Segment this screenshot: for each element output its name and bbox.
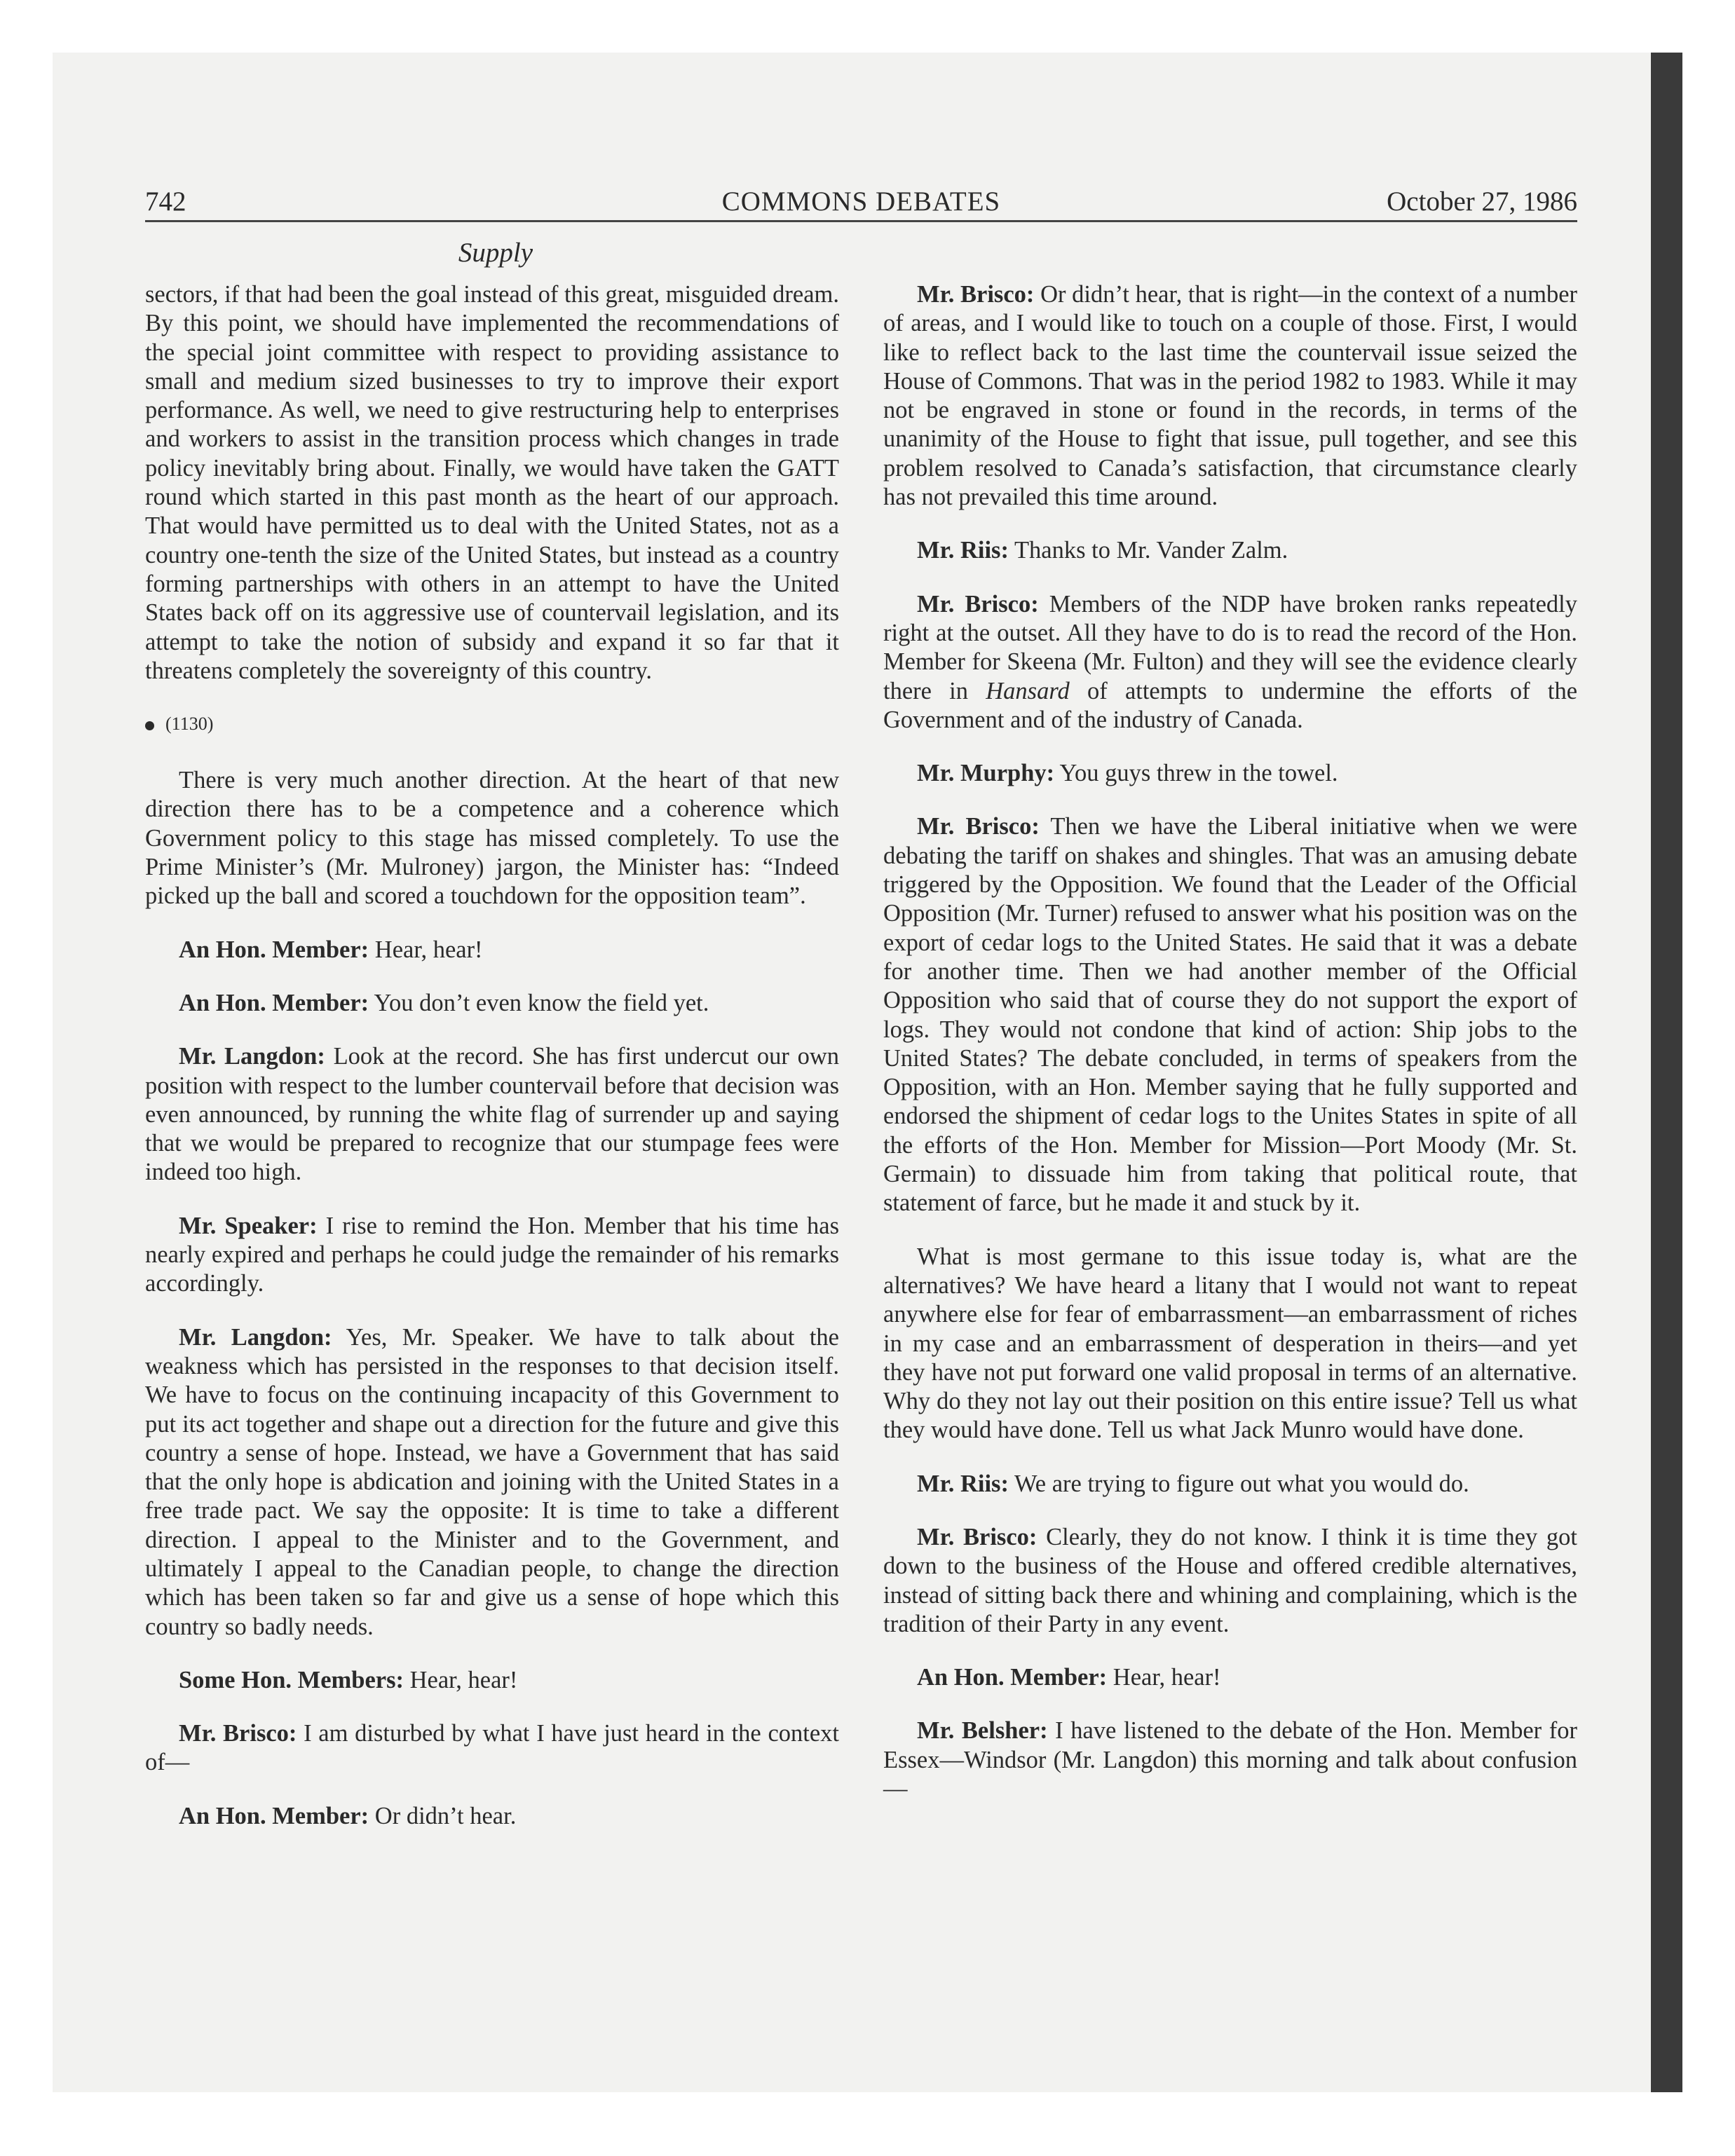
speech-text: of attempts to undermine the efforts of the Government and of the industry of Canada.: [883, 677, 1578, 733]
speech: [883, 590, 1577, 735]
scan-edge-shadow: [1651, 53, 1682, 2092]
speech: [145, 1802, 839, 1831]
hansard-italic: Hansard: [986, 677, 1070, 704]
speech: [883, 759, 1577, 788]
speaker-name: Mr. Brisco:: [917, 813, 1040, 840]
speaker-name: An Hon. Member:: [179, 989, 369, 1016]
speech: [883, 812, 1577, 1217]
speech: [883, 1470, 1577, 1499]
speech-text: Clearly, they do not know. I think it is time they got down to the business of the House and offered credible alternatives, instead of sitting back there and whining and complaining, which is the tradition of their Party in any event.: [883, 1523, 1577, 1637]
page-number: 742: [145, 186, 186, 217]
section-subheading: Supply: [458, 238, 533, 268]
publication-title: COMMONS DEBATES: [721, 186, 1001, 217]
speaker-name: An Hon. Member:: [917, 1664, 1108, 1691]
paragraph: There is very much another direction. At the heart of that new direction there has to be a competence and a coherence which Government policy to this stage has missed completely. To use the Prime Minister’s (Mr. Mulroney) jargon, the Minister has: “Indeed picked up the ball and scored a touchdown for the opposition team”.: [145, 767, 839, 910]
publication-date: October 27, 1986: [1387, 186, 1577, 217]
right-column: [883, 280, 1577, 1828]
paragraph: sectors, if that had been the goal instead of this great, misguided dream. By this point, we should have implemented the recommendations of the special joint committee with respect to providing assistance to small and medium sized businesses to try to improve their export performance. As well, we need to give restructuring help to enterprises and workers to assist in the transition process which changes in trade policy inevitably bring about. Finally, we would have taken the GATT round which started in this past month as the heart of our approach. That would have permitted us to deal with the United States, not as a country one-tenth the size of the United States, but instead as a country forming partnerships with others in an attempt to have the United States back off on its aggressive use of countervail legislation, and its attempt to take the notion of subsidy and expand it so far that it threatens completely the sovereignty of this country.: [145, 281, 839, 684]
speech: [145, 1042, 839, 1187]
speech-text: Or didn’t hear, that is right—in the context of a number of areas, and I would like to touch on a couple of those. First, I would like to reflect back to the last time the countervail issue seized the House of Commons. That was in the period 1982 to 1983. While it may not be engraved in stone or found in the records, in terms of the unanimity of the House to fight that issue, pull together, and see this problem resolved to Canada’s satisfaction, that circumstance clearly has not prevailed this time around.: [883, 281, 1577, 511]
speech-text: You guys threw in the towel.: [1054, 760, 1338, 787]
speech: [145, 1666, 839, 1695]
speaker-name: Some Hon. Members:: [179, 1666, 404, 1693]
speech-text: I have listened to the debate of the Hon. Member for Essex—Windsor (Mr. Langdon) this morning and talk about confusion—: [883, 1717, 1577, 1803]
speech: [883, 536, 1577, 565]
left-column: [145, 280, 839, 1855]
speaker-name: Mr. Langdon:: [179, 1043, 325, 1070]
speech-text: I rise to remind the Hon. Member that his time has nearly expired and perhaps he could judge the remainder of his remarks accordingly.: [145, 1212, 839, 1297]
speech-text: We are trying to figure out what you would do.: [1008, 1470, 1469, 1497]
speech: [145, 1212, 839, 1299]
speech: [883, 1717, 1577, 1803]
speaker-name: Mr. Belsher:: [917, 1717, 1048, 1745]
speech-text: Look at the record. She has first undercut our own position with respect to the lumber countervail before that decision was even announced, by running the white flag of surrender up and saying that we would be prepared to recognize that our stumpage fees were indeed too high.: [145, 1043, 839, 1186]
speech: [145, 1719, 839, 1778]
speech-text: I am disturbed by what I have just heard in the context of—: [145, 1720, 839, 1776]
speaker-name: Mr. Speaker:: [179, 1212, 318, 1239]
speech-text: Or didn’t hear.: [369, 1802, 517, 1829]
time-marker: [145, 710, 839, 738]
speech-text: Hear, hear!: [1107, 1664, 1221, 1691]
speaker-name: Mr. Brisco:: [179, 1720, 297, 1747]
speech: [883, 1663, 1577, 1692]
speech: [883, 280, 1577, 512]
speaker-name: An Hon. Member:: [179, 1802, 369, 1829]
speech: [145, 989, 839, 1018]
paragraph: What is most germane to this issue today is, what are the alternatives? We have heard a litany that I would not want to repeat anywhere else for fear of embarrassment—an embarrassment of riches in my case and an embarrassment of desperation in theirs—and yet they have not put forward one valid proposal in terms of an alternative. Why do they not lay out their position on this entire issue? Tell us what they would have done. Tell us what Jack Munro would have done.: [883, 1243, 1577, 1444]
speaker-name: Mr. Brisco:: [917, 1523, 1037, 1550]
bullet-icon: [145, 721, 154, 730]
speech-text: Hear, hear!: [369, 936, 483, 963]
speaker-name: Mr. Langdon:: [179, 1323, 332, 1351]
speech-text: Then we have the Liberal initiative when we were debating the tariff on shakes and shingles. That was an amusing debate triggered by the Opposition. We found that the Leader of the Official Opposition (Mr. Turner) refused to answer what his position was on the export of cedar logs to the United States. He said that it was a debate for another time. Then we had another member of the Official Opposition who said that of course they do not support the export of logs. They would not condone that kind of action: Ship jobs to the United States? The debate concluded, in terms of speakers from the Opposition, with an Hon. Member saying that he fully supported and endorsed the shipment of cedar logs to the Unites States in spite of all the efforts of the Hon. Member for Mission—Port Moody (Mr. St. Germain) to dissuade him from taking that political route, that statement of farce, but he made it and stuck by it.: [883, 813, 1577, 1217]
speaker-name: Mr. Brisco:: [917, 590, 1039, 618]
speech-text: You don’t even know the field yet.: [369, 989, 709, 1016]
speech: [145, 936, 839, 964]
speaker-name: Mr. Riis:: [917, 1470, 1009, 1497]
speech-text: Thanks to Mr. Vander Zalm.: [1008, 537, 1288, 564]
speech-text: Yes, Mr. Speaker. We have to talk about the weakness which has persisted in the responses to that decision itself. We have to focus on the continuing incapacity of this Government to put its act together and shape out a direction for the future and give this country a sense of hope. Instead, we have a Government that has said that the only hope is abdication and joining with the United States in a free trade pact. We say the opposite: It is time to take a different direction. I appeal to the Minister and to the Government, and ultimately I appeal to the Canadian people, to change the direction which has been taken so far and give us a sense of hope which this country so badly needs.: [145, 1323, 839, 1640]
time-marker-label: (1130): [165, 714, 214, 735]
speech-text: Hear, hear!: [403, 1666, 518, 1693]
speaker-name: Mr. Brisco:: [917, 281, 1035, 308]
speaker-name: Mr. Murphy:: [917, 760, 1055, 787]
speech: [883, 1523, 1577, 1639]
speaker-name: An Hon. Member:: [179, 936, 369, 963]
speaker-name: Mr. Riis:: [917, 537, 1009, 564]
speech: [145, 1323, 839, 1642]
speech-text: Members of the NDP have broken ranks repeatedly right at the outset. All they have to do is to read the record of the Hon. Member for Skeena (Mr. Fulton) and they will see the evidence clearly there in: [883, 590, 1577, 704]
page-header: [145, 184, 1577, 222]
